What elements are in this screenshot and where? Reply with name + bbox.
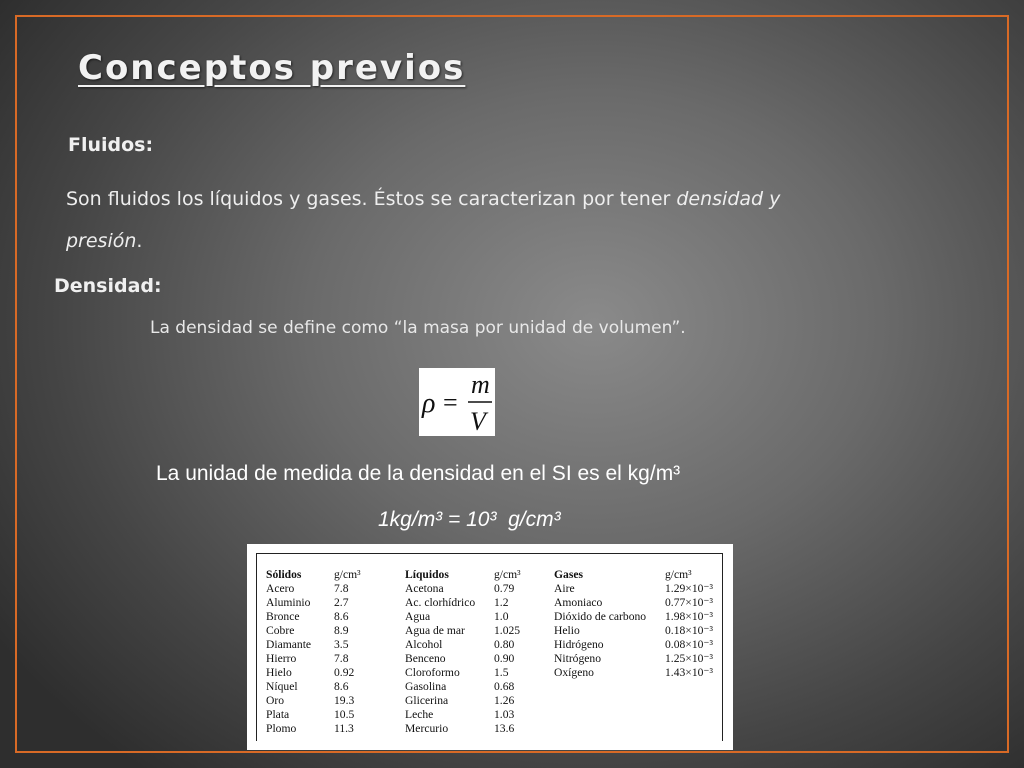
table-cell: Agua de mar <box>405 624 465 637</box>
fluidos-heading: Fluidos: <box>68 134 154 156</box>
table-cell: 11.3 <box>334 722 354 735</box>
table-cell: Acero <box>266 582 295 595</box>
densidad-definition: La densidad se define como “la masa por unidad de volumen”. <box>150 318 686 338</box>
table-cell: 8.9 <box>334 624 349 637</box>
table-cell: Oxígeno <box>554 666 594 679</box>
table-cell: Agua <box>405 610 431 623</box>
solidos-values-column <box>334 568 361 736</box>
density-table-inner <box>256 553 723 741</box>
table-cell: Ac. clorhídrico <box>405 596 476 609</box>
gases-unit: g/cm³ <box>665 568 692 581</box>
table-cell: Oro <box>266 694 285 707</box>
table-cell: Amoniaco <box>554 596 603 609</box>
si-unit-text: La unidad de medida de la densidad en el SI es el kg/m³ <box>156 462 681 485</box>
table-cell: 7.8 <box>334 582 349 595</box>
fluidos-paragraph <box>66 178 926 262</box>
table-cell: 3.5 <box>334 638 349 651</box>
density-formula <box>419 368 495 436</box>
table-cell: 2.7 <box>334 596 349 609</box>
formula-numerator: m <box>471 370 490 399</box>
equivalence-text: 1kg/m³ = 10³ g/cm³ <box>378 508 561 531</box>
table-cell: Gasolina <box>405 680 447 693</box>
liquidos-values-column <box>494 568 521 736</box>
slide-title: Conceptos previos <box>78 48 466 88</box>
table-cell: Dióxido de carbono <box>554 610 647 623</box>
table-cell: Helio <box>554 624 580 637</box>
density-formula-svg <box>419 368 495 436</box>
table-cell: Bronce <box>266 610 300 623</box>
table-cell: Aluminio <box>266 596 311 609</box>
table-cell: 0.77×10⁻³ <box>665 596 714 609</box>
table-cell: Diamante <box>266 638 312 651</box>
table-cell: 1.98×10⁻³ <box>665 610 714 623</box>
fluidos-text-start: Son fluidos los líquidos y gases. Éstos se caracterizan por tener <box>66 188 677 210</box>
table-cell: Leche <box>405 708 434 721</box>
table-cell: Plata <box>266 708 290 721</box>
table-cell: Acetona <box>405 582 444 595</box>
table-cell: Níquel <box>266 680 298 693</box>
table-cell: 1.025 <box>494 624 521 637</box>
table-cell: Aire <box>554 582 575 595</box>
fluidos-text-end: . <box>136 230 143 252</box>
table-cell: Mercurio <box>405 722 449 735</box>
table-cell: 1.26 <box>494 694 515 707</box>
table-cell: 7.8 <box>334 652 349 665</box>
liquidos-header: Líquidos <box>405 568 449 581</box>
table-cell: 19.3 <box>334 694 355 707</box>
table-cell: Alcohol <box>405 638 443 651</box>
table-cell: 0.18×10⁻³ <box>665 624 714 637</box>
formula-denominator: V <box>470 407 486 436</box>
fluidos-term-densidad: densidad <box>676 188 764 210</box>
table-cell: Hidrógeno <box>554 638 604 651</box>
densidad-heading: Densidad: <box>54 275 162 297</box>
table-cell: 0.68 <box>494 680 515 693</box>
gases-names-column <box>554 568 646 680</box>
liquidos-unit: g/cm³ <box>494 568 521 581</box>
table-cell: 8.6 <box>334 680 349 693</box>
formula-rho: ρ <box>422 388 436 419</box>
table-cell: 1.2 <box>494 596 509 609</box>
formula-equals: = <box>443 388 458 417</box>
table-cell: 0.92 <box>334 666 355 679</box>
gases-header: Gases <box>554 568 583 581</box>
fluidos-term-presion: presión <box>66 230 137 252</box>
table-cell: 10.5 <box>334 708 355 721</box>
table-cell: 1.43×10⁻³ <box>665 666 714 679</box>
table-cell: 1.0 <box>494 610 509 623</box>
table-cell: Hielo <box>266 666 292 679</box>
table-cell: 0.80 <box>494 638 515 651</box>
gases-values-column <box>665 568 713 680</box>
table-cell: Benceno <box>405 652 446 665</box>
solidos-unit: g/cm³ <box>334 568 361 581</box>
table-cell: 1.03 <box>494 708 515 721</box>
table-cell: Nitrógeno <box>554 652 602 665</box>
liquidos-names-column <box>405 568 475 736</box>
solidos-names-column <box>266 568 311 736</box>
table-cell: 1.5 <box>494 666 509 679</box>
table-cell: 0.79 <box>494 582 515 595</box>
table-cell: Hierro <box>266 652 297 665</box>
table-cell: Plomo <box>266 722 297 735</box>
fluidos-term-y: y <box>763 188 781 210</box>
table-cell: Glicerina <box>405 694 449 707</box>
table-cell: 13.6 <box>494 722 515 735</box>
table-cell: Cobre <box>266 624 295 637</box>
table-cell: 1.29×10⁻³ <box>665 582 714 595</box>
table-cell: Cloroformo <box>405 666 460 679</box>
table-cell: 8.6 <box>334 610 349 623</box>
table-cell: 0.08×10⁻³ <box>665 638 714 651</box>
density-table <box>247 544 733 750</box>
table-cell: 1.25×10⁻³ <box>665 652 714 665</box>
table-cell: 0.90 <box>494 652 515 665</box>
solidos-header: Sólidos <box>266 568 302 581</box>
